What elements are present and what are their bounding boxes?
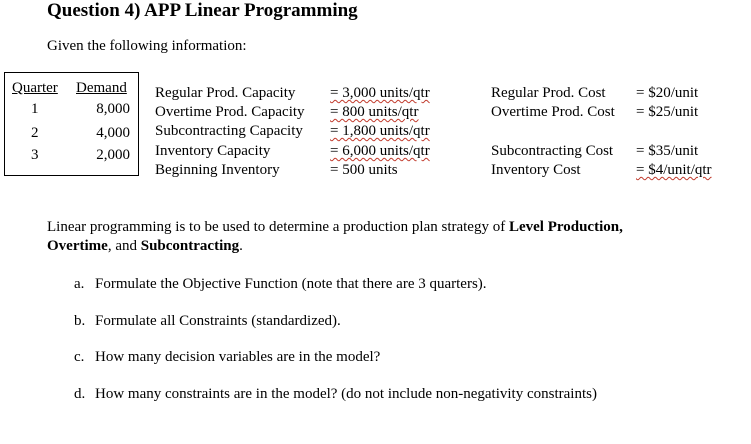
- question-text: Formulate all Constraints (standardized).: [95, 313, 341, 329]
- inventory-capacity-value: = 6,000 units/qtr: [330, 143, 430, 159]
- question-item-d: [74, 386, 597, 403]
- inventory-capacity-label: Inventory Capacity: [155, 143, 271, 159]
- paragraph-bold: Subcontracting: [140, 238, 240, 254]
- quarter-demand-table: [4, 72, 139, 176]
- overtime-capacity-value: = 800 units/qtr: [330, 104, 419, 120]
- subcontracting-capacity-value: = 1,800 units/qtr: [330, 123, 430, 139]
- demand-cell: 4,000: [96, 125, 130, 141]
- question-item-c: [74, 349, 380, 366]
- question-text: Formulate the Objective Function (note that there are 3 quarters).: [95, 276, 487, 292]
- regular-capacity-label: Regular Prod. Capacity: [155, 85, 296, 101]
- regular-capacity-value: = 3,000 units/qtr: [330, 85, 430, 101]
- overtime-cost-value: = $25/unit: [636, 104, 699, 120]
- question-label: d.: [74, 386, 86, 402]
- overtime-capacity-label: Overtime Prod. Capacity: [155, 104, 305, 120]
- subcontracting-capacity-label: Subcontracting Capacity: [155, 123, 303, 139]
- question-title: Question 4) APP Linear Programming: [47, 0, 358, 21]
- paragraph-text: Linear programming is to be used to determine a production plan strategy of: [47, 219, 509, 235]
- question-label: c.: [74, 349, 85, 365]
- paragraph-text: , and: [107, 238, 141, 254]
- demand-cell: 8,000: [96, 101, 130, 117]
- quarter-cell: 2: [31, 125, 39, 141]
- beginning-inventory-value: = 500 units: [330, 162, 398, 178]
- question-item-a: [74, 276, 487, 293]
- quarter-cell: 1: [31, 101, 39, 117]
- beginning-inventory-label: Beginning Inventory: [155, 162, 280, 178]
- inventory-cost-label: Inventory Cost: [491, 162, 581, 178]
- demand-header: Demand: [76, 80, 127, 96]
- demand-cell: 2,000: [96, 147, 130, 163]
- overtime-cost-label: Overtime Prod. Cost: [491, 104, 615, 120]
- regular-cost-value: = $20/unit: [636, 85, 699, 101]
- paragraph-text: .: [239, 238, 243, 254]
- question-label: b.: [74, 313, 86, 329]
- question-text: How many constraints are in the model? (do not include non-negativity constraints): [95, 386, 597, 402]
- paragraph-bold: Overtime: [47, 238, 108, 254]
- subcontracting-cost-value: = $35/unit: [636, 143, 699, 159]
- subcontracting-cost-label: Subcontracting Cost: [491, 143, 614, 159]
- quarter-header: Quarter: [12, 80, 58, 96]
- quarter-cell: 3: [31, 147, 39, 163]
- inventory-cost-value: = $4/unit/qtr: [636, 162, 712, 178]
- regular-cost-label: Regular Prod. Cost: [491, 85, 606, 101]
- paragraph-bold: Level Production,: [508, 219, 623, 235]
- question-text: How many decision variables are in the model?: [95, 349, 381, 365]
- question-label: a.: [74, 276, 85, 292]
- given-intro: Given the following information:: [47, 38, 247, 54]
- question-item-b: [74, 313, 341, 330]
- instruction-paragraph: [47, 218, 623, 256]
